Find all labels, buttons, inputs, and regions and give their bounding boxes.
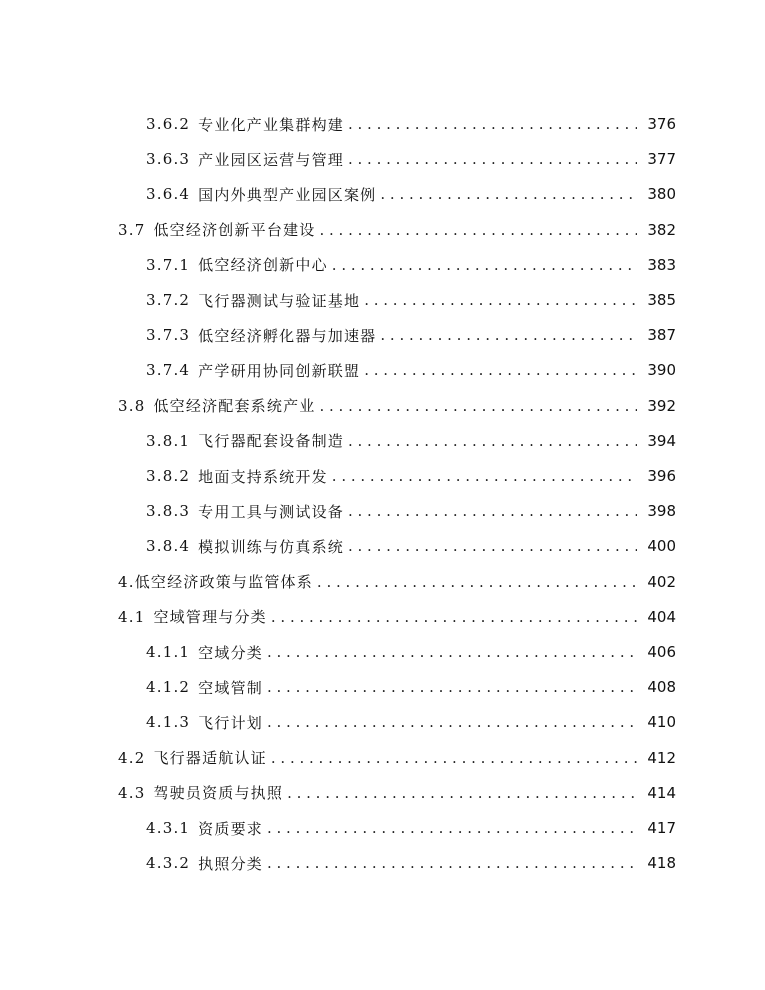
toc-entry-page: 404 [647,607,676,626]
toc-entry-number: 3.6.2 [146,115,191,133]
toc-entry-page: 396 [647,467,676,485]
toc-entry-page: 406 [647,643,676,661]
toc-entry-title: 专业化产业集群构建 [198,115,344,134]
toc-entry[interactable] [146,811,676,845]
toc-entry[interactable] [146,248,676,282]
toc-entry-title: 执照分类 [198,854,263,873]
toc-entry[interactable] [118,389,676,423]
toc-entry-number: 4.1.3 [146,713,191,732]
toc-entry-number: 4.3 [118,783,146,802]
toc-entry[interactable] [146,670,676,704]
toc-dot-leader [267,643,637,661]
toc-entry-page: 398 [647,502,676,521]
toc-dot-leader [348,537,637,555]
toc-entry-page: 410 [647,713,676,732]
toc-entry[interactable] [146,846,676,880]
toc-entry-number: 3.7.3 [146,326,191,345]
toc-entry-title: 空域管理与分类 [153,608,267,627]
toc-entry[interactable] [146,459,676,493]
toc-entry-number: 3.7 [118,220,146,239]
toc-entry-page: 387 [647,326,676,345]
toc-dot-leader [380,185,637,203]
toc-dot-leader [287,784,637,802]
toc-dot-leader [348,432,637,450]
toc-dot-leader [364,291,637,309]
toc-entry-number: 4. [118,572,135,591]
toc-entry-page: 412 [647,748,676,767]
toc-entry-number: 3.8.2 [146,467,191,485]
toc-entry-title: 专用工具与测试设备 [198,502,344,521]
toc-entry-number: 4.1 [118,607,146,626]
toc-entry-page: 402 [647,572,676,591]
toc-dot-leader [332,467,638,485]
toc-entry-page: 377 [647,150,676,169]
toc-entry-page: 390 [647,361,676,380]
toc-entry[interactable] [146,283,676,317]
toc-entry-number: 4.2 [118,748,146,767]
toc-dot-leader [364,361,637,379]
toc-entry[interactable] [118,741,676,775]
toc-entry-title: 飞行器配套设备制造 [198,432,344,451]
toc-entry-number: 3.7.4 [146,361,191,380]
toc-entry-title: 低空经济配套系统产业 [153,397,316,416]
toc-dot-leader [348,115,637,133]
toc-entry-title: 低空经济创新平台建设 [153,221,316,240]
toc-entry-title: 产学研用协同创新联盟 [198,361,361,380]
toc-entry-title: 地面支持系统开发 [198,467,328,486]
toc-entry-page: 392 [647,396,676,415]
toc-entry-number: 4.3.1 [146,819,191,837]
toc-entry[interactable] [146,107,676,141]
toc-entry-number: 3.8.4 [146,537,191,556]
toc-dot-leader [267,678,637,696]
toc-entry-page: 376 [647,115,676,133]
toc-entry[interactable] [146,177,676,211]
toc-entry[interactable] [146,142,676,176]
toc-entry-number: 3.7.1 [146,255,191,274]
toc-entry-number: 4.3.2 [146,854,191,873]
toc-entry-title: 低空经济政策与监管体系 [134,573,313,592]
toc-dot-leader [317,573,637,591]
toc-dot-leader [267,819,637,837]
toc-entry-page: 380 [647,185,676,204]
toc-entry[interactable] [118,565,676,599]
toc-entry[interactable] [146,494,676,528]
toc-entry-number: 3.8 [118,396,146,415]
toc-entry-title: 飞行计划 [198,713,263,732]
toc-dot-leader [267,713,637,731]
toc-entry[interactable] [146,635,676,669]
toc-dot-leader [319,397,637,415]
toc-entry-title: 驾驶员资质与执照 [153,784,284,803]
toc-entry-number: 3.8.3 [146,502,191,521]
toc-entry-title: 低空经济创新中心 [198,256,328,275]
toc-dot-leader [271,608,637,626]
toc-entry-number: 3.6.3 [146,150,191,169]
toc-entry[interactable] [146,705,676,739]
toc-entry-page: 417 [647,819,676,837]
toc-entry-title: 资质要求 [198,819,263,838]
toc-dot-leader [267,854,637,872]
toc-dot-leader [380,326,637,344]
toc-entry[interactable] [146,529,676,563]
toc-entry-title: 飞行器适航认证 [153,749,267,768]
toc-entry-title: 空域管制 [198,678,263,697]
toc-entry-number: 4.1.1 [146,643,191,661]
toc-dot-leader [348,150,637,168]
toc-entry-number: 3.6.4 [146,185,191,204]
toc-dot-leader [271,749,637,767]
toc-entry-page: 394 [647,431,676,450]
toc-entry-page: 408 [647,678,676,697]
toc-entry-title: 国内外典型产业园区案例 [198,185,377,204]
toc-entry-page: 383 [647,255,676,274]
toc-entry-number: 4.1.2 [146,678,191,697]
toc-dot-leader [348,502,637,520]
toc-entry[interactable] [118,776,676,810]
toc-entry-number: 3.7.2 [146,291,191,309]
toc-entry-page: 382 [647,220,676,239]
toc-entry-title: 产业园区运营与管理 [198,150,344,169]
toc-entry[interactable] [146,424,676,458]
toc-entry[interactable] [118,213,676,247]
toc-entry-title: 低空经济孵化器与加速器 [198,326,377,345]
toc-entry[interactable] [118,600,676,634]
toc-entry[interactable] [146,318,676,352]
toc-dot-leader [332,256,638,274]
toc-entry-title: 模拟训练与仿真系统 [198,537,344,556]
toc-entry[interactable] [146,353,676,387]
toc-entry-page: 414 [647,783,676,802]
toc-entry-title: 飞行器测试与验证基地 [198,291,361,310]
toc-dot-leader [319,221,637,239]
toc-entry-page: 400 [647,537,676,556]
toc-entry-title: 空域分类 [198,643,263,662]
toc-entry-page: 418 [647,854,676,873]
toc-entry-page: 385 [647,291,676,309]
toc-entry-number: 3.8.1 [146,431,191,450]
